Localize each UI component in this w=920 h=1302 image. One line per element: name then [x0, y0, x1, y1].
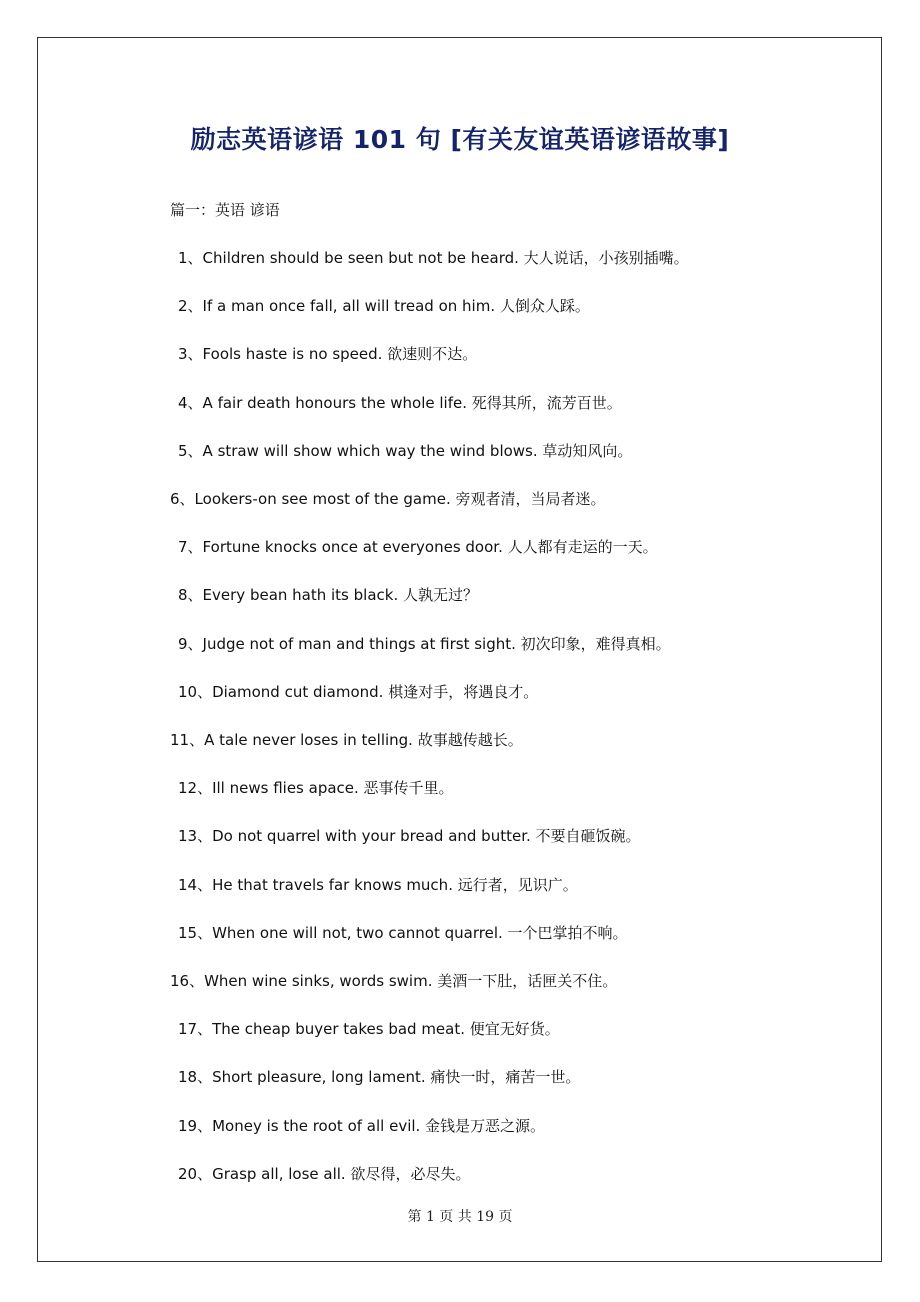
list-item: 17、The cheap buyer takes bad meat. 便宜无好货。	[178, 1020, 560, 1039]
list-item: 14、He that travels far knows much. 远行者，见识广。	[178, 875, 578, 894]
list-item: 16、When wine sinks, words swim. 美酒一下肚，话匣关不住。	[170, 972, 618, 990]
list-item: 6、Lookers-on see most of the game. 旁观者清，当局者迷。	[170, 490, 606, 508]
list-item: 13、Do not quarrel with your bread and butter. 不要自砸饭碗。	[178, 827, 641, 846]
list-item: 8、Every bean hath its black. 人孰无过？	[178, 586, 478, 605]
list-item: 12、Ill news flies apace. 恶事传千里。	[178, 779, 454, 798]
list-item: 20、Grasp all, lose all. 欲尽得，必尽失。	[178, 1164, 471, 1183]
list-item: 9、Judge not of man and things at first sight. 初次印象，难得真相。	[178, 634, 671, 653]
page-footer: 第 1 页 共 19 页	[407, 1209, 513, 1225]
list-item: 10、Diamond cut diamond. 棋逢对手，将遇良才。	[178, 682, 539, 701]
list-item: 18、Short pleasure, long lament. 痛快一时，痛苦一世。	[178, 1068, 581, 1087]
document-title: 励志英语谚语 101 句 [有关友谊英语谚语故事]	[190, 125, 730, 154]
list-item: 2、If a man once fall, all will tread on him. 人倒众人踩。	[178, 297, 590, 316]
list-item: 5、A straw will show which way the wind blows. 草动知风向。	[178, 441, 633, 460]
list-item: 19、Money is the root of all evil. 金钱是万恶之源。	[178, 1116, 546, 1135]
section-heading: 篇一：英语 谚语	[170, 201, 280, 219]
list-item: 3、Fools haste is no speed. 欲速则不达。	[178, 345, 478, 364]
list-item: 4、A fair death honours the whole life. 死得其所，流芳百世。	[178, 393, 622, 412]
list-item: 15、When one will not, two cannot quarrel. 一个巴掌拍不响。	[178, 923, 628, 942]
list-item: 7、Fortune knocks once at everyones door. 人人都有走运的一天。	[178, 538, 658, 557]
list-item: 11、A tale never loses in telling. 故事越传越长。	[170, 731, 523, 749]
list-item: 1、Children should be seen but not be heard. 大人说话，小孩别插嘴。	[178, 249, 689, 267]
